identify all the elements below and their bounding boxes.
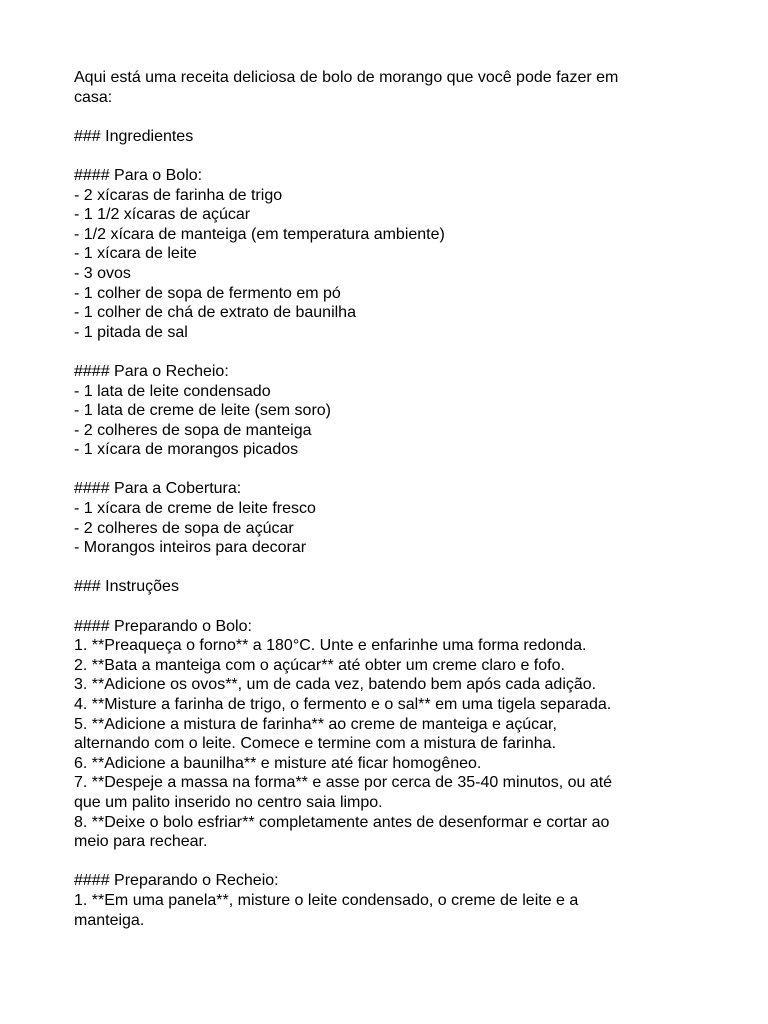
- list-item: - 1 lata de leite condensado: [74, 382, 271, 400]
- list-item: - 1 xícara de leite: [74, 245, 197, 263]
- bolo-heading: #### Para o Bolo:: [74, 166, 203, 184]
- recheio-heading: #### Para o Recheio:: [74, 362, 229, 380]
- list-item: - 3 ovos: [74, 264, 131, 282]
- preparando-bolo-heading: #### Preparando o Bolo:: [74, 617, 252, 635]
- instruction-line: que um palito inserido no centro saia limpo.: [74, 793, 383, 811]
- instruction-line: 6. **Adicione a baunilha** e misture até ficar homogêneo.: [74, 754, 482, 772]
- cobertura-heading: #### Para a Cobertura:: [74, 480, 242, 498]
- spacer: [74, 107, 698, 127]
- instruction-line: 8. **Deixe o bolo esfriar** completamente antes de desenformar e cortar ao: [74, 813, 610, 831]
- instruction-line: meio para rechear.: [74, 833, 208, 851]
- instruction-line: 1. **Preaqueça o forno** a 180°C. Unte e enfarinhe uma forma redonda.: [74, 637, 587, 655]
- list-item: - 2 colheres de sopa de açúcar: [74, 519, 294, 537]
- list-item: - 1 1/2 xícaras de açúcar: [74, 206, 251, 224]
- recipe-text: [74, 68, 698, 930]
- list-item: - 2 xícaras de farinha de trigo: [74, 186, 283, 204]
- instruction-line: 1. **Em uma panela**, misture o leite condensado, o creme de leite e a: [74, 891, 579, 909]
- instructions-heading: ### Instruções: [74, 578, 179, 596]
- intro-line: Aqui está uma receita deliciosa de bolo de morango que você pode fazer em: [74, 69, 619, 86]
- list-item: - 1 xícara de creme de leite fresco: [74, 500, 316, 518]
- instruction-line: manteiga.: [74, 911, 145, 929]
- instruction-line: 2. **Bata a manteiga com o açúcar** até obter um creme claro e fofo.: [74, 656, 565, 674]
- intro-line: casa:: [74, 88, 113, 106]
- instruction-line: 5. **Adicione a mistura de farinha** ao creme de manteiga e açúcar,: [74, 715, 557, 733]
- spacer: [74, 852, 698, 872]
- instruction-line: alternando com o leite. Comece e termine com a mistura de farinha.: [74, 735, 557, 753]
- list-item: - Morangos inteiros para decorar: [74, 539, 307, 557]
- list-item: - 2 colheres de sopa de manteiga: [74, 421, 312, 439]
- list-item: - 1 lata de creme de leite (sem soro): [74, 402, 331, 420]
- list-item: - 1 pitada de sal: [74, 323, 188, 341]
- spacer: [74, 146, 698, 166]
- preparando-recheio-heading: #### Preparando o Recheio:: [74, 872, 279, 890]
- list-item: - 1/2 xícara de manteiga (em temperatura ambiente): [74, 225, 445, 243]
- ingredients-heading: ### Ingredientes: [74, 127, 194, 145]
- instruction-line: 7. **Despeje a massa na forma** e asse por cerca de 35-40 minutos, ou até: [74, 774, 613, 792]
- spacer: [74, 342, 698, 362]
- instruction-line: 4. **Misture a farinha de trigo, o fermento e o sal** em uma tigela separada.: [74, 696, 612, 713]
- list-item: - 1 colher de chá de extrato de baunilha: [74, 304, 356, 322]
- list-item: - 1 xícara de morangos picados: [74, 441, 299, 459]
- instruction-line: 3. **Adicione os ovos**, um de cada vez, batendo bem após cada adição.: [74, 676, 597, 694]
- list-item: - 1 colher de sopa de fermento em pó: [74, 284, 341, 302]
- spacer: [74, 558, 698, 578]
- spacer: [74, 597, 698, 617]
- spacer: [74, 460, 698, 480]
